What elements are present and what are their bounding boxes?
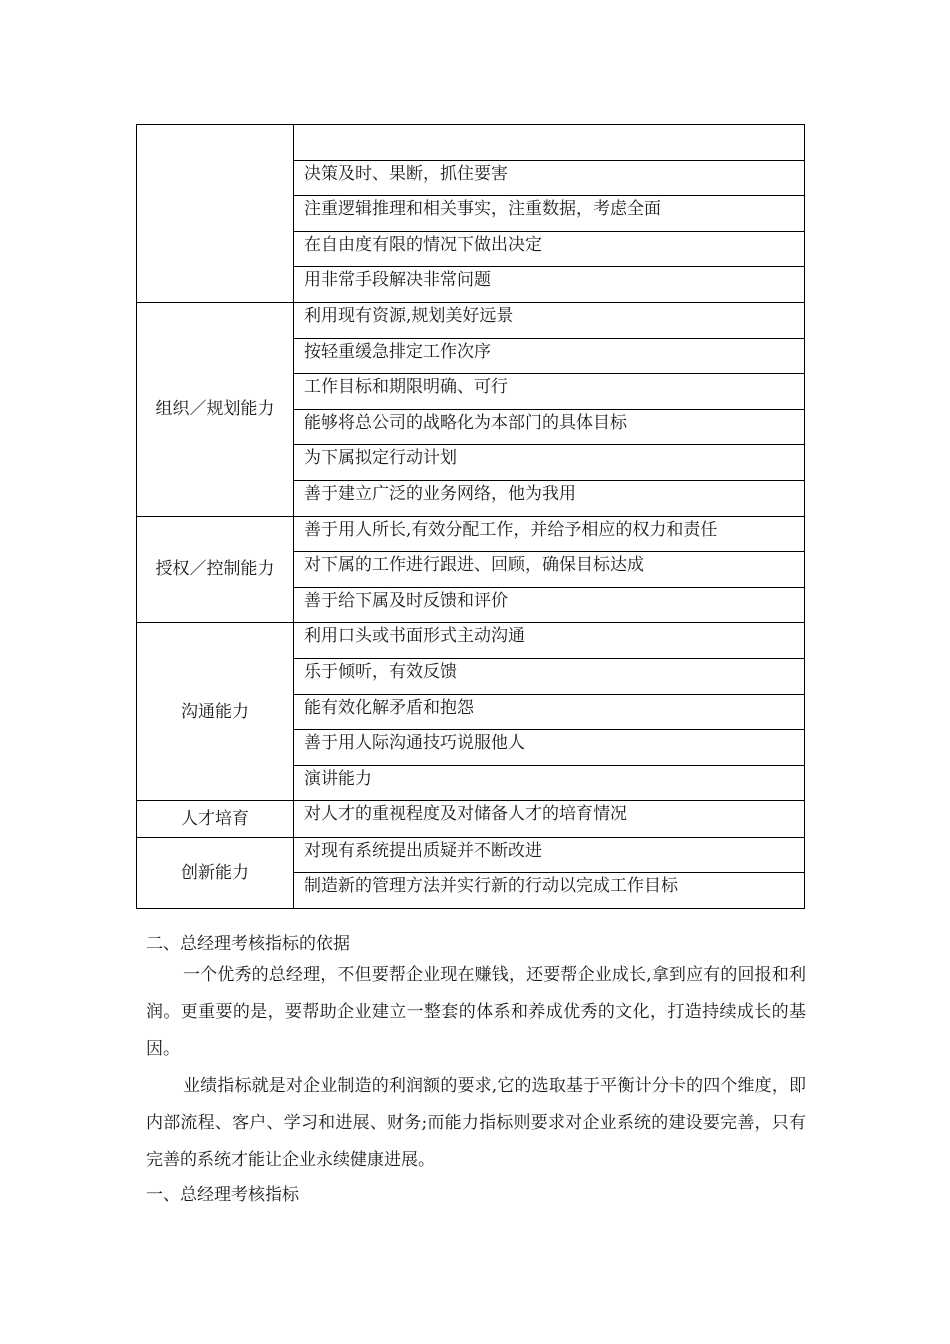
paragraph-2: 业绩指标就是对企业制造的利润额的要求,它的选取基于平衡计分卡的四个维度，即内部流程、客户、学习和进展、财务;而能力指标则要求对企业系统的建设要完善，只有完善的系统才能让企业永续健康进展。: [146, 1076, 806, 1170]
item-cell: 能够将总公司的战略化为本部门的具体目标: [294, 409, 805, 445]
section-heading-2: 二、总经理考核指标的依据: [146, 934, 350, 954]
category-cell: 人才培育: [137, 801, 294, 838]
item-cell: 为下属拟定行动计划: [294, 445, 805, 481]
item-cell: 注重逻辑推理和相关事实，注重数据，考虑全面: [294, 196, 805, 232]
item-cell: 工作目标和期限明确、可行: [294, 374, 805, 410]
section-2-body: [146, 957, 806, 1179]
table-row: [137, 801, 805, 838]
category-cell: [137, 125, 294, 303]
item-cell: 演讲能力: [294, 765, 805, 801]
item-cell: 善于给下属及时反馈和评价: [294, 587, 805, 623]
item-cell: 对人才的重视程度及对储备人才的培育情况: [294, 801, 805, 838]
table-row: [137, 516, 805, 552]
item-cell: 能有效化解矛盾和抱怨: [294, 694, 805, 730]
item-cell: 对现有系统提出质疑并不断改进: [294, 837, 805, 873]
item-cell: 善于用人所长,有效分配工作，并给予相应的权力和责任: [294, 516, 805, 552]
item-cell: 按轻重缓急排定工作次序: [294, 338, 805, 374]
item-cell: 善于建立广泛的业务网络，他为我用: [294, 480, 805, 516]
item-cell: 在自由度有限的情况下做出决定: [294, 231, 805, 267]
competency-table: [136, 124, 805, 909]
category-cell: 创新能力: [137, 837, 294, 908]
table-row: [137, 302, 805, 338]
item-cell: 决策及时、果断，抓住要害: [294, 160, 805, 196]
table-row: [137, 125, 805, 161]
item-cell: 善于用人际沟通技巧说服他人: [294, 730, 805, 766]
category-cell: 组织／规划能力: [137, 302, 294, 516]
paragraph-1: 一个优秀的总经理，不但要帮企业现在赚钱，还要帮企业成长,拿到应有的回报和利润。更重要的是，要帮助企业建立一整套的体系和养成优秀的文化，打造持续成长的基因。: [146, 965, 806, 1059]
item-cell: 利用口头或书面形式主动沟通: [294, 623, 805, 659]
category-cell: 沟通能力: [137, 623, 294, 801]
item-cell: [294, 125, 805, 161]
table-row: [137, 837, 805, 873]
item-cell: 利用现有资源,规划美好远景: [294, 302, 805, 338]
category-cell: 授权／控制能力: [137, 516, 294, 623]
table-row: [137, 623, 805, 659]
item-cell: 用非常手段解决非常问题: [294, 267, 805, 303]
item-cell: 乐于倾听，有效反馈: [294, 658, 805, 694]
item-cell: 制造新的管理方法并实行新的行动以完成工作目标: [294, 873, 805, 909]
section-heading-1: 一、总经理考核指标: [146, 1185, 299, 1205]
item-cell: 对下属的工作进行跟进、回顾，确保目标达成: [294, 552, 805, 588]
